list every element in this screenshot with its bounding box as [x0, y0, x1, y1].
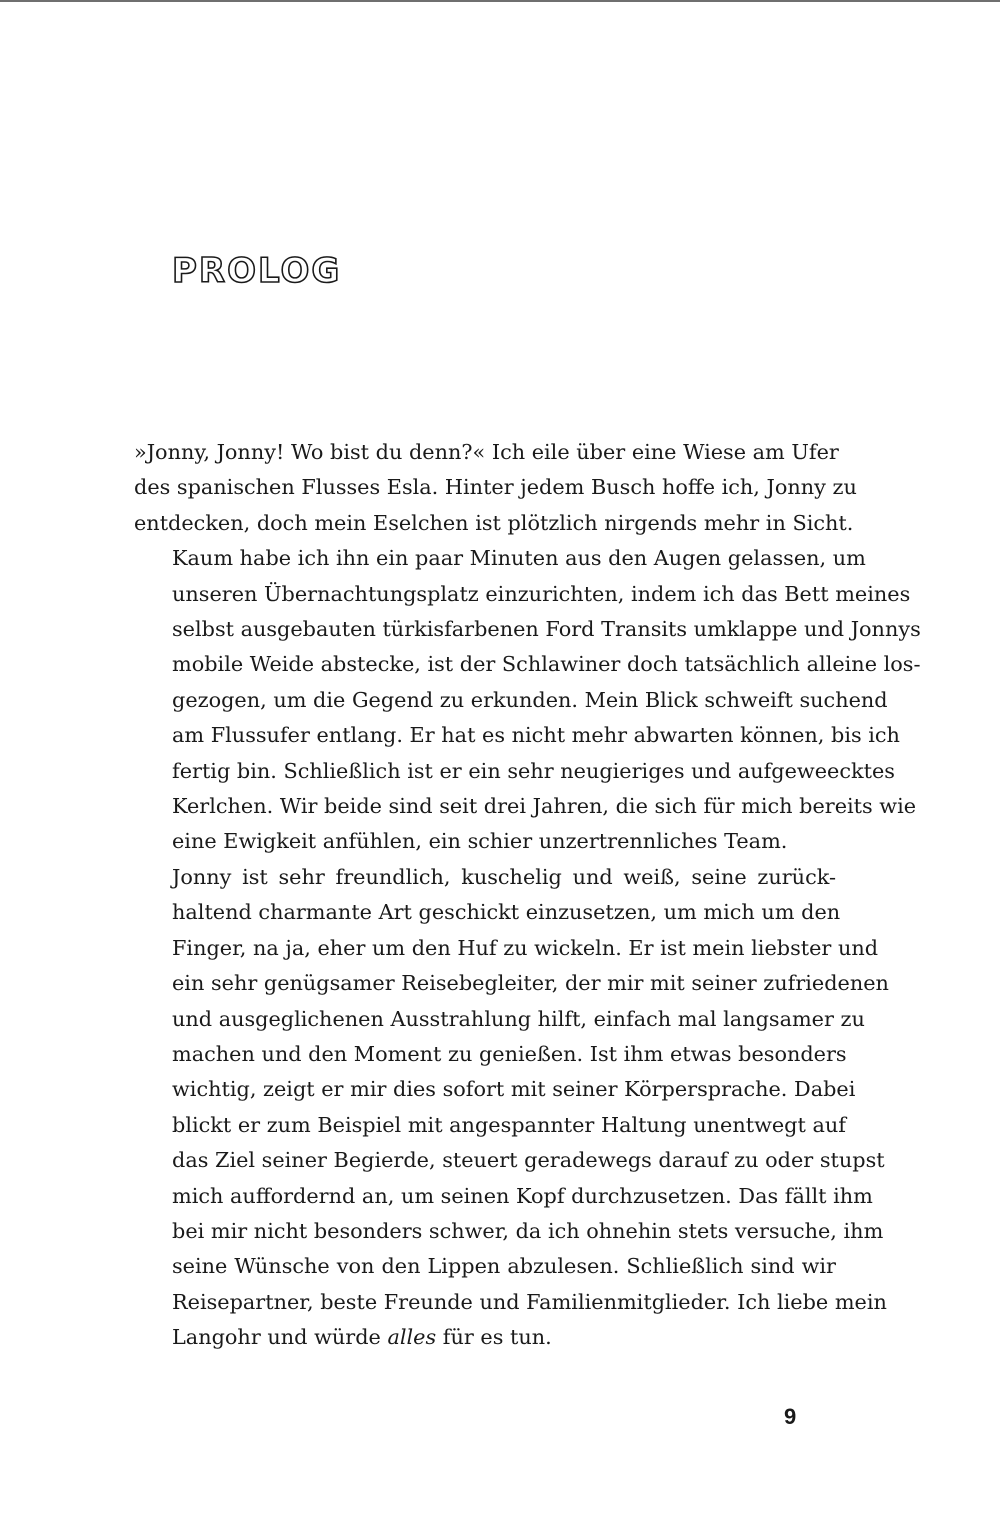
text-line: gezogen, um die Gegend zu erkunden. Mein Blick schweift suchend	[172, 687, 888, 712]
text-line: Reisepartner, beste Freunde und Familienmitglieder. Ich liebe mein	[172, 1289, 887, 1314]
text-line: fertig bin. Schließlich ist er ein sehr neugieriges und aufgeweecktes	[172, 758, 895, 783]
text-line: und ausgeglichenen Ausstrahlung hilft, einfach mal langsamer zu	[172, 1006, 865, 1031]
text-line: ein sehr genügsamer Reisebegleiter, der mir mit seiner zufriedenen	[172, 971, 889, 996]
emphasis-word: alles	[387, 1325, 437, 1350]
text-line: am Flussufer entlang. Er hat es nicht mehr abwarten können, bis ich	[172, 723, 900, 748]
text-line: Kerlchen. Wir beide sind seit drei Jahren, die sich für mich bereits wie	[172, 794, 917, 819]
text-line: haltend charmante Art geschickt einzusetzen, um mich um den	[172, 900, 841, 925]
body-text	[134, 435, 921, 1356]
text-fragment: für es tun.	[436, 1325, 552, 1350]
text-line: entdecken, doch mein Eselchen ist plötzlich nirgends mehr in Sicht.	[134, 510, 854, 535]
text-line: mich auffordernd an, um seinen Kopf durchzusetzen. Das fällt ihm	[172, 1183, 873, 1208]
paragraph-1	[134, 435, 857, 541]
text-line: das Ziel seiner Begierde, steuert geradewegs darauf zu oder stupst	[172, 1148, 885, 1173]
text-line: seine Wünsche von den Lippen abzulesen. Schließlich sind wir	[172, 1254, 836, 1279]
text-line: des spanischen Flusses Esla. Hinter jedem Busch hoffe ich, Jonny zu	[134, 475, 857, 500]
text-line-final	[134, 1320, 836, 1355]
text-line: Kaum habe ich ihn ein paar Minuten aus den Augen gelassen, um	[172, 546, 866, 571]
text-line: Jonny ist sehr freundlich, kuschelig und weiß, seine zurück-	[172, 864, 836, 889]
text-line: unseren Übernachtungsplatz einzurichten, indem ich das Bett meines	[172, 581, 911, 606]
page-number: 9	[784, 1404, 797, 1429]
text-line: »Jonny, Jonny! Wo bist du denn?« Ich eile über eine Wiese am Ufer	[134, 440, 839, 464]
chapter-title: PROLOG	[172, 251, 342, 291]
text-line: eine Ewigkeit anfühlen, ein schier unzertrennliches Team.	[172, 829, 788, 854]
text-line: selbst ausgebauten türkisfarbenen Ford Transits umklappe und Jonnys	[172, 617, 921, 642]
paragraph-3	[134, 860, 889, 1356]
paragraph-2	[134, 541, 921, 860]
text-line: mobile Weide abstecke, ist der Schlawiner doch tatsächlich alleine los-	[172, 652, 921, 677]
text-line: machen und den Moment zu genießen. Ist ihm etwas besonders	[172, 1041, 847, 1066]
text-line: wichtig, zeigt er mir dies sofort mit seiner Körpersprache. Dabei	[172, 1077, 856, 1102]
text-line: bei mir nicht besonders schwer, da ich ohnehin stets versuche, ihm	[172, 1218, 884, 1243]
text-line: Finger, na ja, eher um den Huf zu wickeln. Er ist mein liebster und	[172, 935, 879, 960]
text-line: blickt er zum Beispiel mit angespannter Haltung unentwegt auf	[172, 1112, 846, 1137]
text-fragment: Langohr und würde	[172, 1325, 388, 1350]
top-rule	[0, 0, 1000, 2]
